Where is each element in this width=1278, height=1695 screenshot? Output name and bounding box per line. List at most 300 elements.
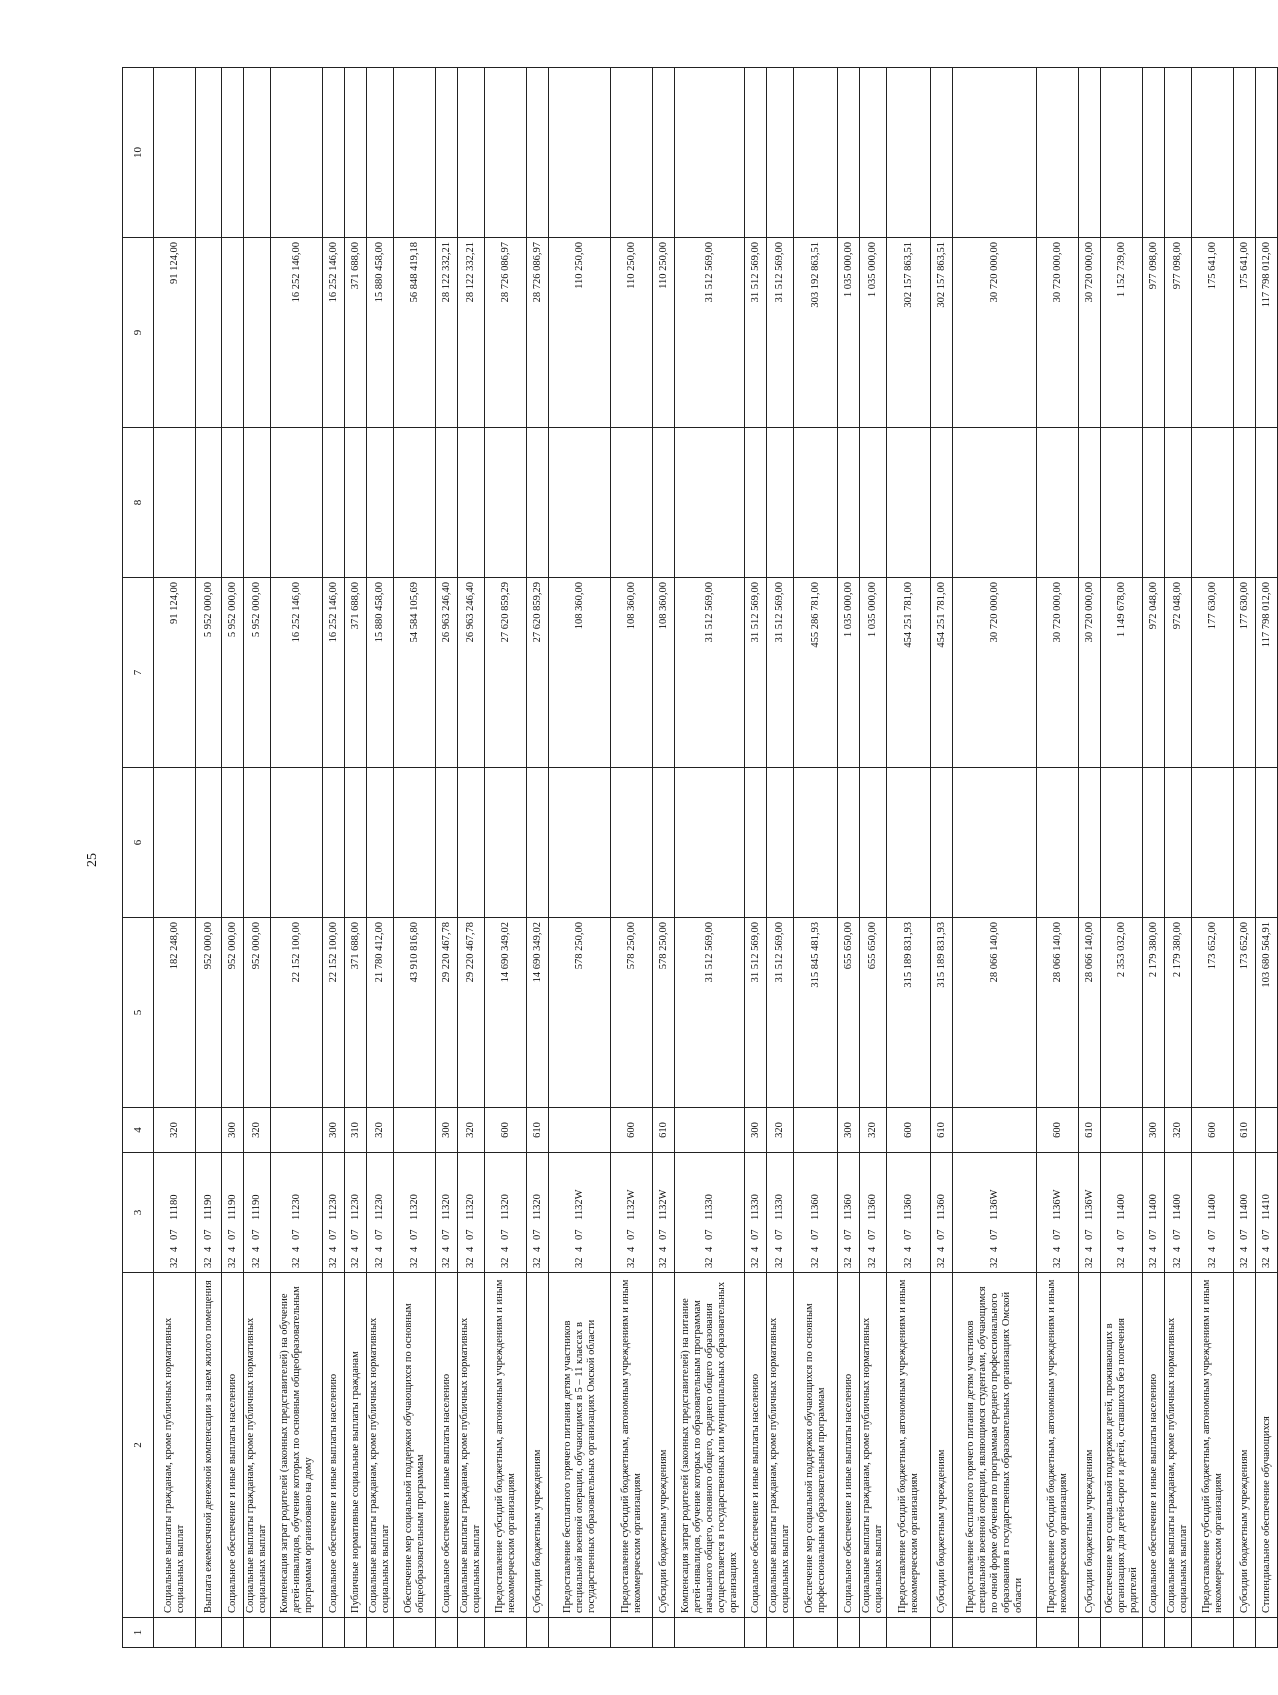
code-part: 07 <box>1172 1229 1183 1240</box>
amount-col5-cell: 952 000,00 <box>196 918 222 1108</box>
row-name-cell: Предоставление субсидий бюджетным, автономным учреждениям и иным некоммерческим организациям <box>485 1273 527 1618</box>
row-index-cell <box>345 1618 367 1648</box>
code-cell <box>1037 1153 1079 1273</box>
amount-col8-cell <box>154 428 196 578</box>
expense-type-cell: 320 <box>860 1108 887 1153</box>
header-cell: 9 <box>123 238 154 428</box>
amount-col5-cell: 28 066 140,00 <box>1079 918 1101 1108</box>
code-part: 11360 <box>867 1194 878 1220</box>
code-cell <box>887 1153 931 1273</box>
expense-type-cell <box>953 1108 1037 1153</box>
expense-type-cell <box>1101 1108 1143 1153</box>
header-row <box>123 68 154 1648</box>
code-part: 32 <box>440 1257 452 1268</box>
code-part: 4 <box>1260 1246 1272 1252</box>
amount-col10-cell <box>611 68 653 238</box>
amount-col10-cell <box>222 68 244 238</box>
expense-type-cell: 610 <box>653 1108 675 1153</box>
amount-col8-cell <box>527 428 549 578</box>
code-part: 11230 <box>349 1194 361 1220</box>
code-part: 32 <box>1172 1257 1183 1268</box>
code-part: 4 <box>1051 1246 1063 1252</box>
row-name-cell: Социальные выплаты гражданам, кроме публичных нормативных социальных выплат <box>154 1273 196 1618</box>
code-part: 07 <box>168 1229 180 1240</box>
code-cell <box>196 1153 222 1273</box>
amount-col9-cell: 28 122 332,21 <box>458 238 485 428</box>
row-name-cell: Субсидии бюджетным учреждениям <box>1234 1273 1256 1618</box>
code-cell <box>394 1153 436 1273</box>
amount-col9-cell: 31 512 569,00 <box>675 238 745 428</box>
table-row <box>323 68 345 1648</box>
amount-col8-cell <box>196 428 222 578</box>
amount-col6-cell <box>345 768 367 918</box>
code-part: 32 <box>531 1257 543 1268</box>
amount-col5-cell: 655 650,00 <box>838 918 860 1108</box>
table-row <box>745 68 767 1648</box>
expense-type-cell: 300 <box>222 1108 244 1153</box>
table-row <box>611 68 653 1648</box>
code-part: 11330 <box>703 1194 715 1220</box>
code-part: 4 <box>1172 1246 1183 1252</box>
header-cell: 10 <box>123 68 154 238</box>
amount-col6-cell <box>485 768 527 918</box>
amount-col8-cell <box>1037 428 1079 578</box>
code-cell <box>1143 1153 1165 1273</box>
row-name-cell: Социальные выплаты гражданам, кроме публичных нормативных социальных выплат <box>367 1273 394 1618</box>
code-part: 4 <box>774 1246 785 1252</box>
code-part: 32 <box>657 1257 669 1268</box>
row-index-cell <box>838 1618 860 1648</box>
table-row <box>549 68 611 1648</box>
header-cell: 2 <box>123 1273 154 1618</box>
amount-col7-cell: 54 584 105,69 <box>394 578 436 768</box>
amount-col8-cell <box>953 428 1037 578</box>
row-index-cell <box>367 1618 394 1648</box>
code-part: 32 <box>774 1257 785 1268</box>
row-name-cell: Социальные выплаты гражданам, кроме публичных нормативных социальных выплат <box>1165 1273 1192 1618</box>
amount-col5-cell: 31 512 569,00 <box>767 918 794 1108</box>
amount-col5-cell: 371 688,00 <box>345 918 367 1108</box>
amount-col8-cell <box>675 428 745 578</box>
code-part: 11330 <box>749 1194 761 1220</box>
code-part: 07 <box>1206 1229 1218 1240</box>
row-index-cell <box>1079 1618 1101 1648</box>
amount-col9-cell: 977 098,00 <box>1165 238 1192 428</box>
code-part: 11360 <box>809 1194 821 1220</box>
row-index-cell <box>794 1618 838 1648</box>
page-number: 25 <box>85 853 100 867</box>
expense-type-cell <box>1256 1108 1278 1153</box>
row-name-cell: Социальное обеспечение и иные выплаты населению <box>745 1273 767 1618</box>
code-part: 32 <box>1260 1257 1272 1268</box>
code-cell <box>1165 1153 1192 1273</box>
amount-col7-cell: 108 360,00 <box>611 578 653 768</box>
expense-type-cell: 600 <box>485 1108 527 1153</box>
amount-col8-cell <box>931 428 953 578</box>
amount-col5-cell: 952 000,00 <box>222 918 244 1108</box>
code-part: 11410 <box>1260 1194 1272 1220</box>
amount-col8-cell <box>1165 428 1192 578</box>
table-row <box>1256 68 1278 1648</box>
code-part: 07 <box>531 1229 543 1240</box>
amount-col9-cell: 16 252 146,00 <box>271 238 323 428</box>
code-cell <box>653 1153 675 1273</box>
expense-type-cell: 320 <box>367 1108 394 1153</box>
amount-col6-cell <box>196 768 222 918</box>
amount-col6-cell <box>767 768 794 918</box>
code-part: 32 <box>251 1257 262 1268</box>
expense-type-cell: 300 <box>745 1108 767 1153</box>
code-part: 07 <box>440 1229 452 1240</box>
code-part: 32 <box>703 1257 715 1268</box>
code-part: 11190 <box>202 1194 214 1220</box>
code-cell <box>1256 1153 1278 1273</box>
row-name-cell: Компенсация затрат родителей (законных представителей) на питание детей-инвалидов, обучение которых по образовательным программам начального общего, основного общего, среднего общего образования осуществляется в государственных или муниципальных образовательных организациях <box>675 1273 745 1618</box>
amount-col9-cell: 30 720 000,00 <box>1079 238 1101 428</box>
amount-col6-cell <box>323 768 345 918</box>
amount-col5-cell: 28 066 140,00 <box>1037 918 1079 1108</box>
amount-col7-cell: 16 252 146,00 <box>323 578 345 768</box>
code-part: 4 <box>499 1246 511 1252</box>
header-cell: 3 <box>123 1153 154 1273</box>
code-part: 4 <box>1147 1246 1159 1252</box>
expense-type-cell <box>271 1108 323 1153</box>
code-part: 4 <box>290 1246 302 1252</box>
table-row <box>653 68 675 1648</box>
amount-col10-cell <box>675 68 745 238</box>
code-cell <box>549 1153 611 1273</box>
row-name-cell: Социальные выплаты гражданам, кроме публичных нормативных социальных выплат <box>244 1273 271 1618</box>
amount-col6-cell <box>1143 768 1165 918</box>
code-part: 11360 <box>935 1194 947 1220</box>
amount-col10-cell <box>458 68 485 238</box>
code-cell <box>436 1153 458 1273</box>
header-cell: 5 <box>123 918 154 1108</box>
amount-col6-cell <box>244 768 271 918</box>
amount-col10-cell <box>527 68 549 238</box>
code-cell <box>154 1153 196 1273</box>
amount-col7-cell: 108 360,00 <box>549 578 611 768</box>
expense-type-cell: 300 <box>838 1108 860 1153</box>
code-part: 32 <box>1115 1257 1127 1268</box>
code-part: 32 <box>867 1257 878 1268</box>
amount-col8-cell <box>222 428 244 578</box>
amount-col10-cell <box>1256 68 1278 238</box>
amount-col5-cell: 655 650,00 <box>860 918 887 1108</box>
amount-col5-cell: 29 220 467,78 <box>436 918 458 1108</box>
code-cell <box>1192 1153 1234 1273</box>
amount-col6-cell <box>1037 768 1079 918</box>
code-part: 07 <box>774 1229 785 1240</box>
amount-col10-cell <box>887 68 931 238</box>
amount-col5-cell: 578 250,00 <box>653 918 675 1108</box>
code-part: 11230 <box>290 1194 302 1220</box>
table-row <box>675 68 745 1648</box>
code-part: 11320 <box>408 1194 420 1220</box>
code-part: 32 <box>226 1257 238 1268</box>
expense-type-cell <box>675 1108 745 1153</box>
row-name-cell: Предоставление субсидий бюджетным, автономным учреждениям и иным некоммерческим организациям <box>1192 1273 1234 1618</box>
row-index-cell <box>675 1618 745 1648</box>
row-name-cell: Социальное обеспечение и иные выплаты населению <box>323 1273 345 1618</box>
row-name-cell: Социальное обеспечение и иные выплаты населению <box>436 1273 458 1618</box>
amount-col5-cell: 43 910 816,80 <box>394 918 436 1108</box>
code-part: 4 <box>1115 1246 1127 1252</box>
code-part: 4 <box>202 1246 214 1252</box>
code-part: 4 <box>408 1246 420 1252</box>
code-part: 1132W <box>573 1189 585 1220</box>
amount-col7-cell: 108 360,00 <box>653 578 675 768</box>
code-cell <box>745 1153 767 1273</box>
amount-col8-cell <box>794 428 838 578</box>
code-cell <box>1101 1153 1143 1273</box>
code-part: 07 <box>290 1229 302 1240</box>
amount-col7-cell: 26 963 246,40 <box>436 578 458 768</box>
row-name-cell: Субсидии бюджетным учреждениям <box>1079 1273 1101 1618</box>
row-index-cell <box>1165 1618 1192 1648</box>
row-name-cell: Публичные нормативные социальные выплаты гражданам <box>345 1273 367 1618</box>
row-index-cell <box>1234 1618 1256 1648</box>
expense-type-cell: 610 <box>1234 1108 1256 1153</box>
table-row <box>527 68 549 1648</box>
table-row <box>345 68 367 1648</box>
row-name-cell: Предоставление субсидий бюджетным, автономным учреждениям и иным некоммерческим организациям <box>1037 1273 1079 1618</box>
row-name-cell: Обеспечение мер социальной поддержки обучающихся по основным профессиональным образовательным программам <box>794 1273 838 1618</box>
amount-col8-cell <box>458 428 485 578</box>
amount-col6-cell <box>458 768 485 918</box>
amount-col9-cell: 16 252 146,00 <box>323 238 345 428</box>
code-part: 07 <box>251 1229 262 1240</box>
row-name-cell: Предоставление бесплатного горячего питания детям участников специальной военной операции, являющимся студентами, обучающимся по очной форме обучения по программам среднего профессионального образования в государственных образовательных организациях Омской области <box>953 1273 1037 1618</box>
amount-col10-cell <box>1192 68 1234 238</box>
amount-col10-cell <box>485 68 527 238</box>
amount-col9-cell: 28 726 086,97 <box>527 238 549 428</box>
amount-col5-cell: 578 250,00 <box>549 918 611 1108</box>
amount-col5-cell: 315 189 831,93 <box>931 918 953 1108</box>
amount-col6-cell <box>860 768 887 918</box>
header-cell: 7 <box>123 578 154 768</box>
amount-col9-cell: 30 720 000,00 <box>1037 238 1079 428</box>
amount-col9-cell: 31 512 569,00 <box>745 238 767 428</box>
row-index-cell <box>527 1618 549 1648</box>
code-part: 07 <box>1147 1229 1159 1240</box>
amount-col9-cell: 110 250,00 <box>549 238 611 428</box>
code-cell <box>323 1153 345 1273</box>
table-row <box>244 68 271 1648</box>
code-part: 11320 <box>440 1194 452 1220</box>
code-part: 11400 <box>1172 1194 1183 1220</box>
amount-col7-cell: 31 512 569,00 <box>675 578 745 768</box>
table-row <box>1037 68 1079 1648</box>
code-cell <box>767 1153 794 1273</box>
code-part: 4 <box>374 1246 385 1252</box>
row-name-cell: Социальное обеспечение и иные выплаты населению <box>1143 1273 1165 1618</box>
amount-col7-cell: 5 952 000,00 <box>196 578 222 768</box>
table-row <box>767 68 794 1648</box>
amount-col9-cell: 1 035 000,00 <box>860 238 887 428</box>
amount-col8-cell <box>436 428 458 578</box>
code-part: 4 <box>1206 1246 1218 1252</box>
amount-col6-cell <box>271 768 323 918</box>
row-index-cell <box>887 1618 931 1648</box>
amount-col5-cell: 103 680 564,91 <box>1256 918 1278 1108</box>
amount-col8-cell <box>1079 428 1101 578</box>
code-part: 07 <box>374 1229 385 1240</box>
amount-col5-cell: 173 652,00 <box>1192 918 1234 1108</box>
amount-col9-cell: 1 152 739,00 <box>1101 238 1143 428</box>
amount-col7-cell: 455 286 781,00 <box>794 578 838 768</box>
row-index-cell <box>860 1618 887 1648</box>
amount-col6-cell <box>222 768 244 918</box>
code-part: 32 <box>573 1257 585 1268</box>
row-index-cell <box>549 1618 611 1648</box>
row-name-cell: Предоставление субсидий бюджетным, автономным учреждениям и иным некоммерческим организациям <box>887 1273 931 1618</box>
row-name-cell: Стипендиальное обеспечение обучающихся <box>1256 1273 1278 1618</box>
table-row <box>1101 68 1143 1648</box>
code-part: 07 <box>408 1229 420 1240</box>
table-row <box>222 68 244 1648</box>
row-index-cell <box>485 1618 527 1648</box>
code-part: 07 <box>703 1229 715 1240</box>
amount-col5-cell: 952 000,00 <box>244 918 271 1108</box>
row-index-cell <box>1256 1618 1278 1648</box>
amount-col8-cell <box>549 428 611 578</box>
row-index-cell <box>222 1618 244 1648</box>
amount-col9-cell: 175 641,00 <box>1234 238 1256 428</box>
code-part: 11360 <box>902 1194 914 1220</box>
amount-col8-cell <box>1256 428 1278 578</box>
code-part: 07 <box>1083 1229 1095 1240</box>
row-name-cell: Социальные выплаты гражданам, кроме публичных нормативных социальных выплат <box>458 1273 485 1618</box>
amount-col9-cell <box>222 238 244 428</box>
amount-col8-cell <box>1192 428 1234 578</box>
amount-col5-cell: 14 690 349,02 <box>485 918 527 1108</box>
row-index-cell <box>436 1618 458 1648</box>
row-index-cell <box>458 1618 485 1648</box>
code-cell <box>222 1153 244 1273</box>
code-part: 11320 <box>499 1194 511 1220</box>
amount-col5-cell: 2 353 032,00 <box>1101 918 1143 1108</box>
amount-col6-cell <box>1101 768 1143 918</box>
expense-type-cell: 320 <box>154 1108 196 1153</box>
amount-col7-cell: 972 048,00 <box>1165 578 1192 768</box>
code-part: 1132W <box>657 1189 669 1220</box>
code-part: 4 <box>440 1246 452 1252</box>
code-part: 4 <box>327 1246 339 1252</box>
code-part: 4 <box>1083 1246 1095 1252</box>
table-row <box>394 68 436 1648</box>
header-cell: 6 <box>123 768 154 918</box>
row-name-cell: Субсидии бюджетным учреждениям <box>653 1273 675 1618</box>
code-part: 32 <box>902 1257 914 1268</box>
code-part: 4 <box>226 1246 238 1252</box>
amount-col10-cell <box>1079 68 1101 238</box>
amount-col8-cell <box>244 428 271 578</box>
amount-col9-cell: 302 157 863,51 <box>887 238 931 428</box>
amount-col10-cell <box>323 68 345 238</box>
amount-col10-cell <box>244 68 271 238</box>
expense-type-cell: 600 <box>1037 1108 1079 1153</box>
amount-col7-cell: 31 512 569,00 <box>745 578 767 768</box>
amount-col10-cell <box>196 68 222 238</box>
amount-col6-cell <box>549 768 611 918</box>
amount-col7-cell: 5 952 000,00 <box>244 578 271 768</box>
table-row <box>436 68 458 1648</box>
row-name-cell: Социальные выплаты гражданам, кроме публичных нормативных социальных выплат <box>767 1273 794 1618</box>
amount-col5-cell: 315 189 831,93 <box>887 918 931 1108</box>
amount-col9-cell: 371 688,00 <box>345 238 367 428</box>
amount-col6-cell <box>653 768 675 918</box>
amount-col5-cell: 29 220 467,78 <box>458 918 485 1108</box>
budget-table-rotated <box>122 68 1272 1648</box>
amount-col10-cell <box>931 68 953 238</box>
row-name-cell: Социальное обеспечение и иные выплаты населению <box>838 1273 860 1618</box>
code-part: 07 <box>842 1229 854 1240</box>
code-cell <box>611 1153 653 1273</box>
code-part: 07 <box>809 1229 821 1240</box>
code-part: 07 <box>465 1229 476 1240</box>
amount-col10-cell <box>271 68 323 238</box>
code-part: 1136W <box>1083 1189 1095 1220</box>
amount-col8-cell <box>394 428 436 578</box>
amount-col8-cell <box>767 428 794 578</box>
code-cell <box>860 1153 887 1273</box>
expense-type-cell: 600 <box>887 1108 931 1153</box>
code-part: 32 <box>1206 1257 1218 1268</box>
table-row <box>794 68 838 1648</box>
amount-col8-cell <box>1234 428 1256 578</box>
amount-col8-cell <box>323 428 345 578</box>
amount-col9-cell: 28 122 332,21 <box>436 238 458 428</box>
amount-col9-cell: 977 098,00 <box>1143 238 1165 428</box>
code-part: 11230 <box>327 1194 339 1220</box>
code-part: 4 <box>657 1246 669 1252</box>
code-part: 07 <box>1260 1229 1272 1240</box>
amount-col7-cell: 371 688,00 <box>345 578 367 768</box>
code-cell <box>244 1153 271 1273</box>
amount-col6-cell <box>745 768 767 918</box>
row-index-cell <box>931 1618 953 1648</box>
code-cell <box>838 1153 860 1273</box>
code-part: 4 <box>349 1246 361 1252</box>
row-name-cell: Социальное обеспечение и иные выплаты населению <box>222 1273 244 1618</box>
amount-col8-cell <box>485 428 527 578</box>
amount-col5-cell: 28 066 140,00 <box>953 918 1037 1108</box>
amount-col7-cell: 972 048,00 <box>1143 578 1165 768</box>
code-part: 11190 <box>226 1194 238 1220</box>
code-cell <box>345 1153 367 1273</box>
code-part: 32 <box>465 1257 476 1268</box>
row-index-cell <box>745 1618 767 1648</box>
row-name-cell: Обеспечение мер социальной поддержки обучающихся по основным общеобразовательным программам <box>394 1273 436 1618</box>
code-cell <box>458 1153 485 1273</box>
expense-type-cell: 300 <box>436 1108 458 1153</box>
amount-col9-cell: 30 720 000,00 <box>953 238 1037 428</box>
amount-col9-cell: 56 848 419,18 <box>394 238 436 428</box>
code-part: 07 <box>1238 1229 1250 1240</box>
amount-col7-cell: 31 512 569,00 <box>767 578 794 768</box>
code-cell <box>527 1153 549 1273</box>
code-part: 32 <box>1083 1257 1095 1268</box>
amount-col6-cell <box>1165 768 1192 918</box>
expense-type-cell <box>549 1108 611 1153</box>
amount-col8-cell <box>367 428 394 578</box>
amount-col9-cell: 31 512 569,00 <box>767 238 794 428</box>
table-row <box>838 68 860 1648</box>
table-row <box>1234 68 1256 1648</box>
code-part: 4 <box>573 1246 585 1252</box>
expense-type-cell: 610 <box>527 1108 549 1153</box>
